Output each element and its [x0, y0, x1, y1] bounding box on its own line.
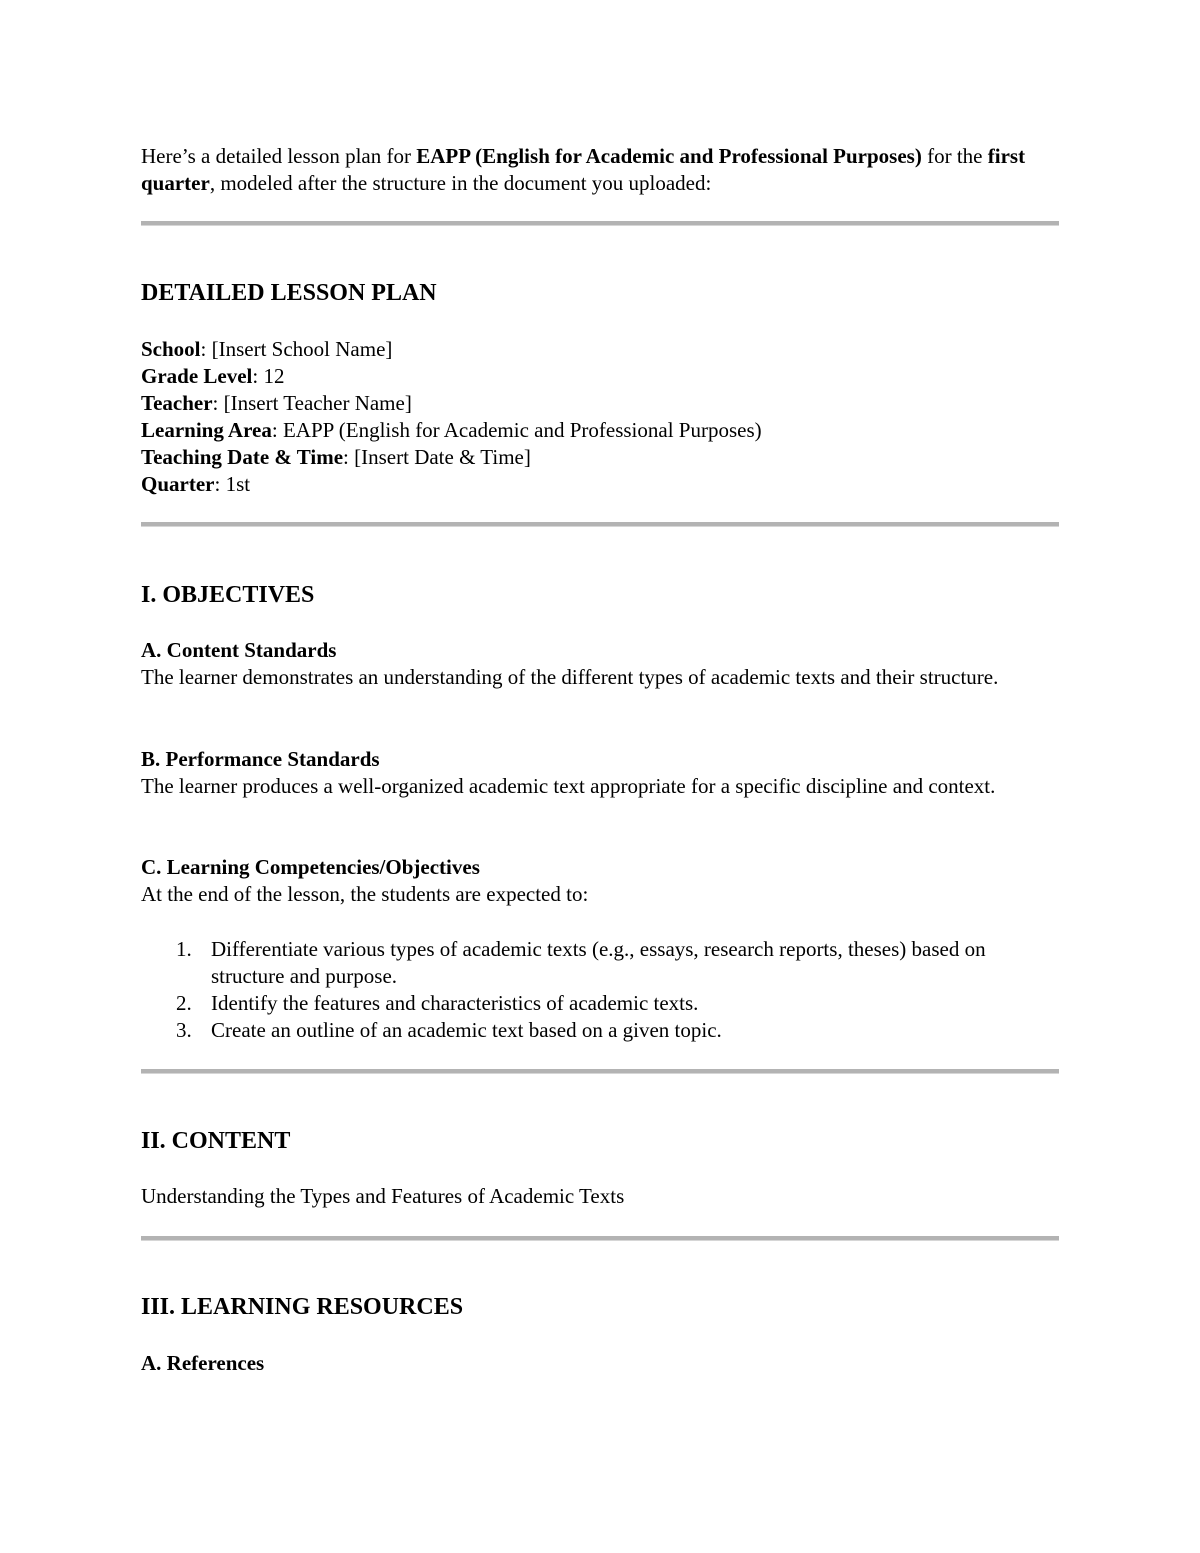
intro-text: Here’s a detailed lesson plan for	[141, 144, 417, 168]
intro-text: , modeled after the structure in the document you uploaded:	[209, 171, 712, 195]
horizontal-rule	[141, 221, 1059, 226]
objectives-list	[141, 936, 1059, 1044]
performance-standards-heading: B. Performance Standards	[141, 747, 380, 771]
intro-quarter: first quarter	[141, 144, 1026, 195]
field-quarter: Quarter: 1st	[141, 472, 251, 496]
header-fields	[141, 336, 1059, 498]
horizontal-rule	[141, 1069, 1059, 1074]
objectives-title: I. OBJECTIVES	[141, 582, 315, 608]
performance-standards-text: The learner produces a well-organized academic text appropriate for a specific discipline and context.	[141, 774, 996, 798]
list-item: 2. Identify the features and characteristics of academic texts.	[176, 991, 699, 1015]
content-standards-text: The learner demonstrates an understanding of the different types of academic texts and their structure.	[141, 665, 999, 689]
intro-paragraph	[141, 143, 1059, 197]
content-standards-heading: A. Content Standards	[141, 638, 337, 662]
competencies-intro: At the end of the lesson, the students are expected to:	[141, 882, 589, 906]
resources-title: III. LEARNING RESOURCES	[141, 1294, 464, 1320]
content-text: Understanding the Types and Features of Academic Texts	[141, 1184, 625, 1208]
horizontal-rule	[141, 522, 1059, 527]
field-teaching-date: Teaching Date & Time: [Insert Date & Time]	[141, 445, 531, 469]
lesson-plan-title: DETAILED LESSON PLAN	[141, 280, 437, 306]
intro-subject: EAPP (English for Academic and Professional Purposes)	[416, 144, 922, 168]
field-grade-level: Grade Level: 12	[141, 364, 285, 388]
content-title: II. CONTENT	[141, 1128, 291, 1154]
horizontal-rule	[141, 1236, 1059, 1241]
list-item: 1. Differentiate various types of academic texts (e.g., essays, research reports, theses) based on structure and purpose.	[176, 937, 986, 988]
intro-text: for the	[921, 144, 988, 168]
list-item: 3. Create an outline of an academic text based on a given topic.	[176, 1018, 722, 1042]
field-learning-area: Learning Area: EAPP (English for Academic and Professional Purposes)	[141, 418, 762, 442]
field-school: School: [Insert School Name]	[141, 337, 393, 361]
field-teacher: Teacher: [Insert Teacher Name]	[141, 391, 412, 415]
competencies-heading: C. Learning Competencies/Objectives	[141, 855, 480, 879]
references-heading: A. References	[141, 1351, 265, 1375]
